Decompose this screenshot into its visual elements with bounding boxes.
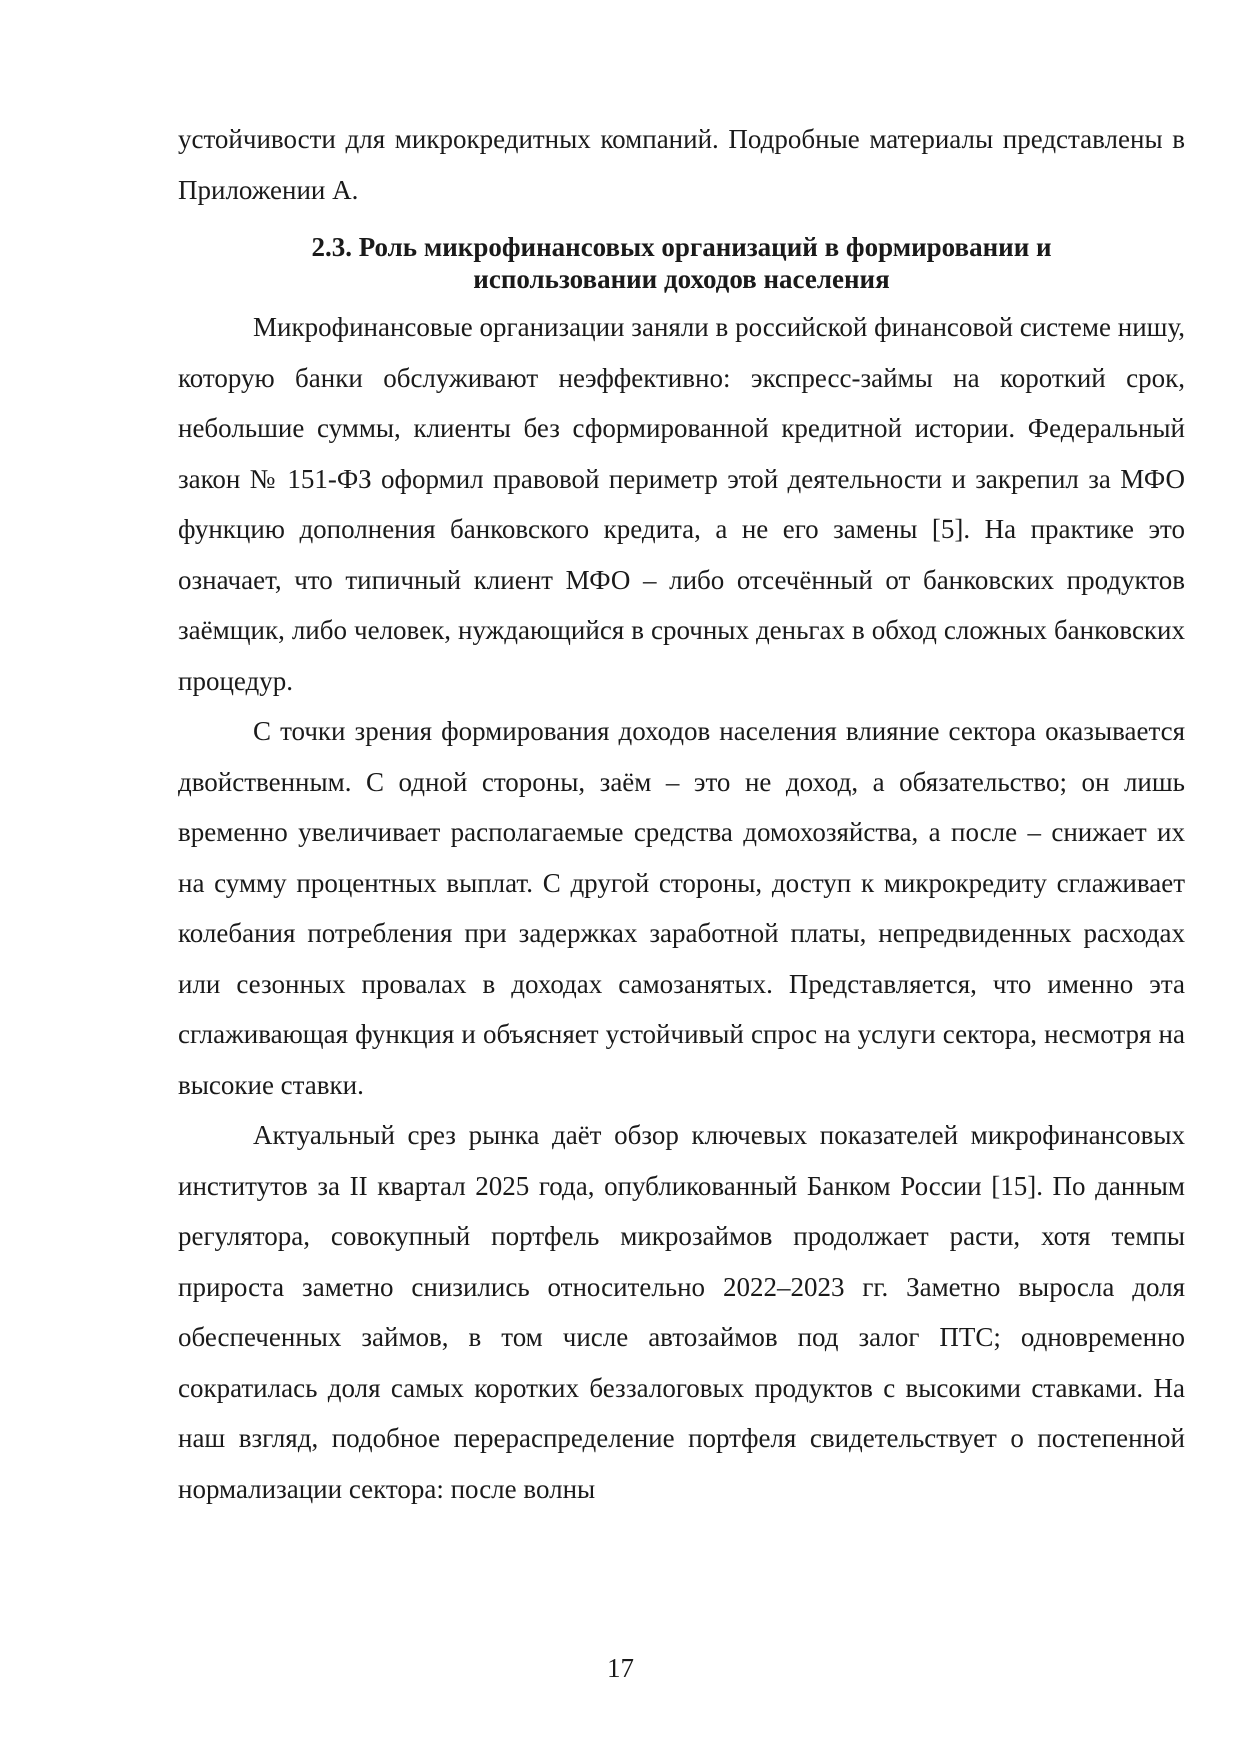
document-page bbox=[178, 114, 1185, 1514]
page-number: 17 bbox=[607, 1653, 634, 1683]
paragraph-income-influence: С точки зрения формирования доходов населения влияние сектора оказывается двойственным. С одной стороны, заём – это не доход, а обязательство; он лишь временно увеличивает располагаемые средства домохозяйства, а после – снижает их на сумму процентных выплат. С другой стороны, доступ к микрокредиту сглаживает колебания потребления при задержках заработной платы, непредвиденных расходах или сезонных провалах в доходах самозанятых. Представляется, что именно эта сглаживающая функция и объясняет устойчивый спрос на услуги сектора, несмотря на высокие ставки. bbox=[178, 716, 1185, 1100]
section-heading-line-1: 2.3. Роль микрофинансовых организаций в формировании и bbox=[311, 232, 1052, 262]
section-heading-line-2: использовании доходов населения bbox=[473, 264, 890, 294]
intro-paragraph: устойчивости для микрокредитных компаний. Подробные материалы представлены в Приложении А. bbox=[178, 124, 1185, 205]
paragraph-market-snapshot: Актуальный срез рынка даёт обзор ключевых показателей микрофинансовых институтов за II квартал 2025 года, опубликованный Банком России [15]. По данным регулятора, совокупный портфель микрозаймов продолжает расти, хотя темпы прироста заметно снизились относительно 2022–2023 гг. Заметно выросла доля обеспеченных займов, в том числе автозаймов под залог ПТС; одновременно сократилась доля самых коротких беззалоговых продуктов с высокими ставками. На наш взгляд, подобное перераспределение портфеля свидетельствует о постепенной нормализации сектора: после волны bbox=[178, 1120, 1185, 1504]
section-heading bbox=[178, 231, 1185, 295]
paragraph-mfo-niche: Микрофинансовые организации заняли в российской финансовой системе нишу, которую банки обслуживают неэффективно: экспресс-займы на короткий срок, небольшие суммы, клиенты без сформированной кредитной истории. Федеральный закон № 151-ФЗ оформил правовой периметр этой деятельности и закрепил за МФО функцию дополнения банковского кредита, а не его замены [5]. На практике это означает, что типичный клиент МФО – либо отсечённый от банковских продуктов заёмщик, либо человек, нуждающийся в срочных деньгах в обход сложных банковских процедур. bbox=[178, 312, 1185, 696]
